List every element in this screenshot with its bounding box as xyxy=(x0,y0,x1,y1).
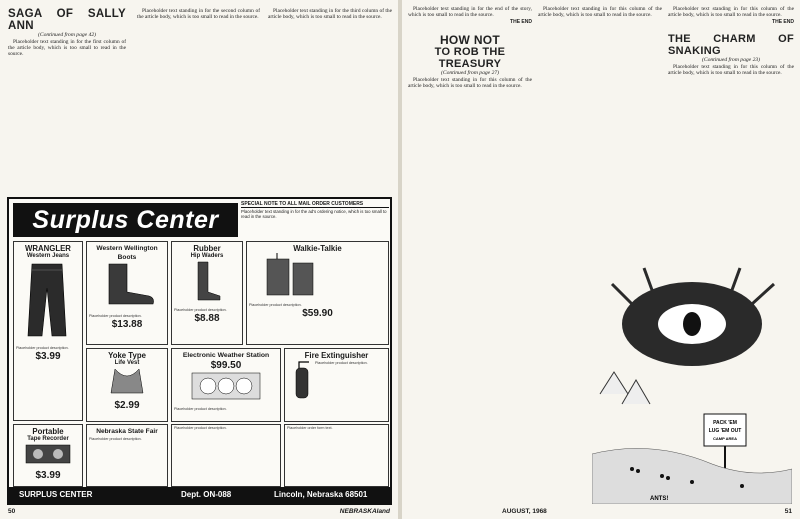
wrangler-details: Placeholder product description. xyxy=(16,346,69,350)
weather-details: Placeholder product description. xyxy=(174,407,227,411)
order-form-details: Placeholder order form text. xyxy=(287,426,333,430)
vest-subtitle: Life Vest xyxy=(114,360,140,366)
waders-subtitle: Hip Waders xyxy=(190,253,224,259)
wellington-title: Western Wellington Boots xyxy=(96,245,158,261)
surplus-center-ad xyxy=(7,197,392,505)
right-column-1 xyxy=(408,6,532,506)
waders-price: $8.88 xyxy=(194,313,220,325)
saga-continued: (Continued from page 42) xyxy=(37,32,97,38)
jeans-illustration xyxy=(14,260,80,340)
right-column-3 xyxy=(668,6,794,261)
ad-item-nebraska-state-fair xyxy=(86,424,168,487)
ad-item-life-vest xyxy=(86,348,168,422)
cartoon-sign-line3: CAMP AREA xyxy=(712,436,738,441)
ad-footer xyxy=(9,487,390,503)
ad-item-hip-waders xyxy=(171,241,243,345)
recorder-subtitle: Tape Recorder xyxy=(27,436,69,442)
special-note xyxy=(241,202,389,238)
treasury-col3-text: Placeholder text standing in for this column of the article body, which is too small to read in the source. xyxy=(668,6,794,19)
cartoon-sign-line2: LUG 'EM OUT xyxy=(708,428,742,434)
cartoon-sign-line1: PACK 'EM xyxy=(713,420,737,426)
treasury-col1-text: Placeholder text standing in for this column of the article body, which is too small to read in the source. xyxy=(408,77,532,90)
walkie-title: Walkie-Talkie xyxy=(293,244,342,253)
saga-col2-text: Placeholder text standing in for the second column of the article body, which is too small to read in the source. xyxy=(137,8,260,21)
special-note-title: SPECIAL NOTE TO ALL MAIL ORDER CUSTOMERS xyxy=(241,202,389,208)
magazine-name: NEBRASKAland xyxy=(339,508,390,515)
fair-title: Nebraska State Fair xyxy=(96,428,158,435)
cartoon-caption: ANTS! xyxy=(650,496,669,502)
ad-item-order-form xyxy=(284,424,389,487)
treasury-title-line2: TO ROB THE TREASURY xyxy=(434,46,506,71)
recorder-title: Portable xyxy=(32,427,64,436)
tape-recorder-illustration xyxy=(14,443,82,465)
left-page xyxy=(0,0,398,519)
treasury-continued: (Continued from page 27) xyxy=(440,70,500,77)
wrangler-title: WRANGLER xyxy=(25,244,71,253)
sally-ann-ending-text: Placeholder text standing in for the end of the story, which is too small to read in the source. xyxy=(408,6,532,19)
weather-title: Electronic Weather Station xyxy=(182,352,270,359)
ad-item-wellington-boots xyxy=(86,241,168,345)
ad-item-fire-extinguisher xyxy=(284,348,389,422)
waders-title: Rubber xyxy=(193,244,221,253)
right-folio: 51 xyxy=(784,508,792,515)
snaking-cartoon xyxy=(592,264,792,504)
ad-item-walkie-talkie xyxy=(246,241,389,345)
boot-illustration xyxy=(87,262,167,308)
treasury-col2-text: Placeholder text standing in for this column of the article body, which is too small to read in the source. xyxy=(538,6,662,19)
cartoon-illustration xyxy=(592,264,792,504)
snaking-title: THE CHARM OF SNAKING xyxy=(668,33,794,58)
ad-footer-name: SURPLUS CENTER xyxy=(19,490,93,499)
snaking-col3-text: Placeholder text standing in for this column of the article body, which is too small to read in the source. xyxy=(668,64,794,77)
ad-item-tape-recorder xyxy=(13,424,83,487)
walkie-talkie-illustration xyxy=(247,253,387,297)
wellington-price: $13.88 xyxy=(111,319,143,331)
ad-footer-address: Lincoln, Nebraska 68501 xyxy=(274,490,368,499)
left-folio: 50 xyxy=(8,508,16,515)
walkie-price: $59.90 xyxy=(302,308,333,320)
life-vest-illustration xyxy=(87,367,167,395)
saga-title: SAGA OF SALLY ANN xyxy=(8,8,126,32)
surplus-center-logo: Surplus Center xyxy=(13,203,238,237)
saga-column-1 xyxy=(8,8,126,194)
recorder-price: $3.99 xyxy=(35,470,61,481)
wellington-details: Placeholder product description. xyxy=(89,314,142,318)
saga-column-3 xyxy=(268,8,392,194)
sportsmen-details: Placeholder product description. xyxy=(174,426,227,430)
saga-col1-text: Placeholder text standing in for the first column of the article body, which is too small to read in the source. xyxy=(8,39,126,58)
fire-details: Placeholder product description. xyxy=(315,361,368,365)
fair-details: Placeholder product description. xyxy=(89,437,142,441)
ad-item-weather-station xyxy=(171,348,281,422)
waders-illustration xyxy=(172,260,242,302)
weather-station-illustration xyxy=(172,371,280,401)
wrangler-subtitle: Western Jeans xyxy=(26,253,70,259)
vest-price: $2.99 xyxy=(114,400,140,411)
wrangler-price: $3.99 xyxy=(35,351,61,363)
fire-title: Fire Extinguisher xyxy=(304,351,369,360)
weather-price: $99.50 xyxy=(210,360,242,371)
ad-item-sportsmen xyxy=(171,424,281,487)
waders-details: Placeholder product description. xyxy=(174,308,227,312)
snaking-continued: (Continued from page 23) xyxy=(701,57,761,64)
right-folio-date: AUGUST, 1968 xyxy=(502,508,547,515)
walkie-details: Placeholder product description. xyxy=(249,303,302,307)
fire-extinguisher-illustration xyxy=(289,360,315,400)
saga-column-2 xyxy=(137,8,260,194)
ad-footer-dept: Dept. ON-088 xyxy=(181,490,232,499)
saga-col3-text: Placeholder text standing in for the third column of the article body, which is too small to read in the source. xyxy=(268,8,392,21)
treasury-title-line1: HOW NOT xyxy=(439,33,501,48)
special-note-text: Placeholder text standing in for the ad's ordering notice, which is too small to read in the source. xyxy=(241,209,387,219)
end-mark-1: THE END xyxy=(510,19,532,26)
vest-title: Yoke Type xyxy=(108,351,146,360)
end-mark-2: THE END xyxy=(772,19,794,26)
ad-item-wrangler xyxy=(13,241,83,421)
